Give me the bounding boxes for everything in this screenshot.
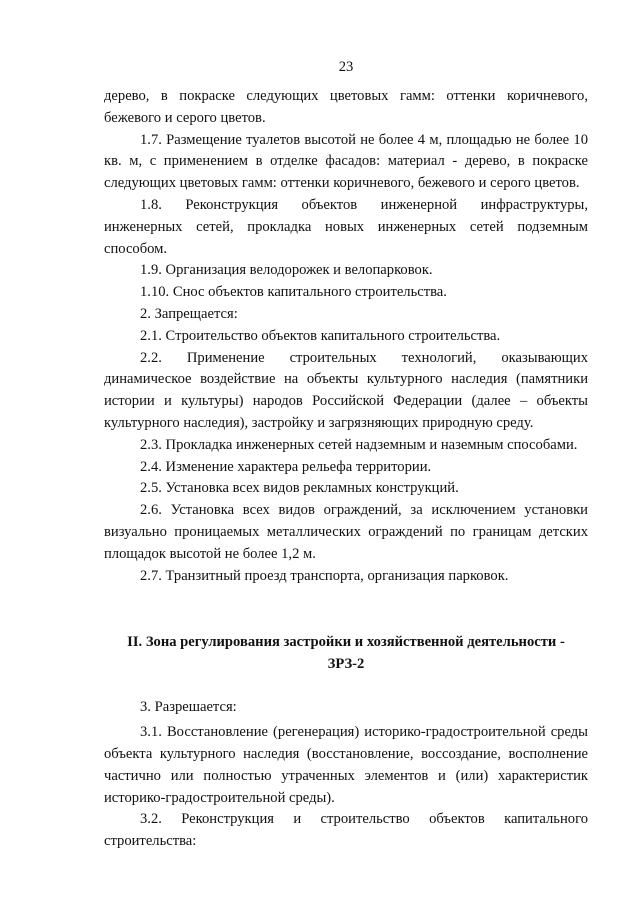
page-number: 23: [338, 59, 354, 75]
top-section: [104, 86, 588, 587]
paragraph: 1.8. Реконструкция объектов инженерной инфраструктуры, инженерных сетей, прокладка новых инженерных сетей подземным способом.: [104, 196, 588, 257]
bottom-section: [104, 697, 588, 853]
paragraph: 1.10. Снос объектов капитального строительства.: [140, 284, 447, 301]
paragraph: 2.7. Транзитный проезд транспорта, организация парковок.: [140, 567, 509, 584]
paragraph: 2.6. Установка всех видов ограждений, за исключением установки визуально проницаемых металлических ограждений по границам детских площадок высотой не более 1,2 м.: [104, 502, 588, 562]
paragraph: 2.1. Строительство объектов капитального строительства.: [140, 327, 501, 344]
paragraph: 2.3. Прокладка инженерных сетей надземным и наземным способами.: [140, 436, 578, 453]
paragraph: 1.9. Организация велодорожек и велопарковок.: [140, 262, 433, 279]
paragraph: 2.5. Установка всех видов рекламных конструкций.: [140, 480, 459, 497]
paragraph: 3.1. Восстановление (регенерация) историко-градостроительной среды объекта культурного наследия (восстановление, воссоздание, восполнение частично или полностью утраченных элементов и (или) характеристик историко-градостроительной среды).: [104, 724, 588, 806]
paragraph: 1.7. Размещение туалетов высотой не более 4 м, площадью не более 10 кв. м, с применением в отделке фасадов: материал - дерево, в покраске следующих цветовых гамм: оттенки коричневого, бежевого и серого цветов.: [104, 131, 588, 192]
section-heading-line: II. Зона регулирования застройки и хозяйственной деятельности -: [127, 634, 565, 651]
paragraph: 3.2. Реконструкция и строительство объектов капитального строительства:: [104, 811, 588, 850]
paragraph: 2. Запрещается:: [140, 305, 238, 322]
paragraph: 2.4. Изменение характера рельефа территории.: [140, 458, 432, 475]
paragraph: 2.2. Применение строительных технологий, оказывающих динамическое воздействие на объекты культурного наследия (памятники истории и культуры) народов Российской Федерации (далее – объекты культурного наследия), застройку и загрязняющих природную среду.: [104, 349, 588, 431]
paragraph: 3. Разрешается:: [140, 699, 237, 716]
section-heading: [104, 631, 588, 675]
section-heading-line: ЗРЗ-2: [327, 656, 365, 673]
paragraph: дерево, в покраске следующих цветовых гамм: оттенки коричневого, бежевого и серого цветов.: [104, 88, 588, 126]
